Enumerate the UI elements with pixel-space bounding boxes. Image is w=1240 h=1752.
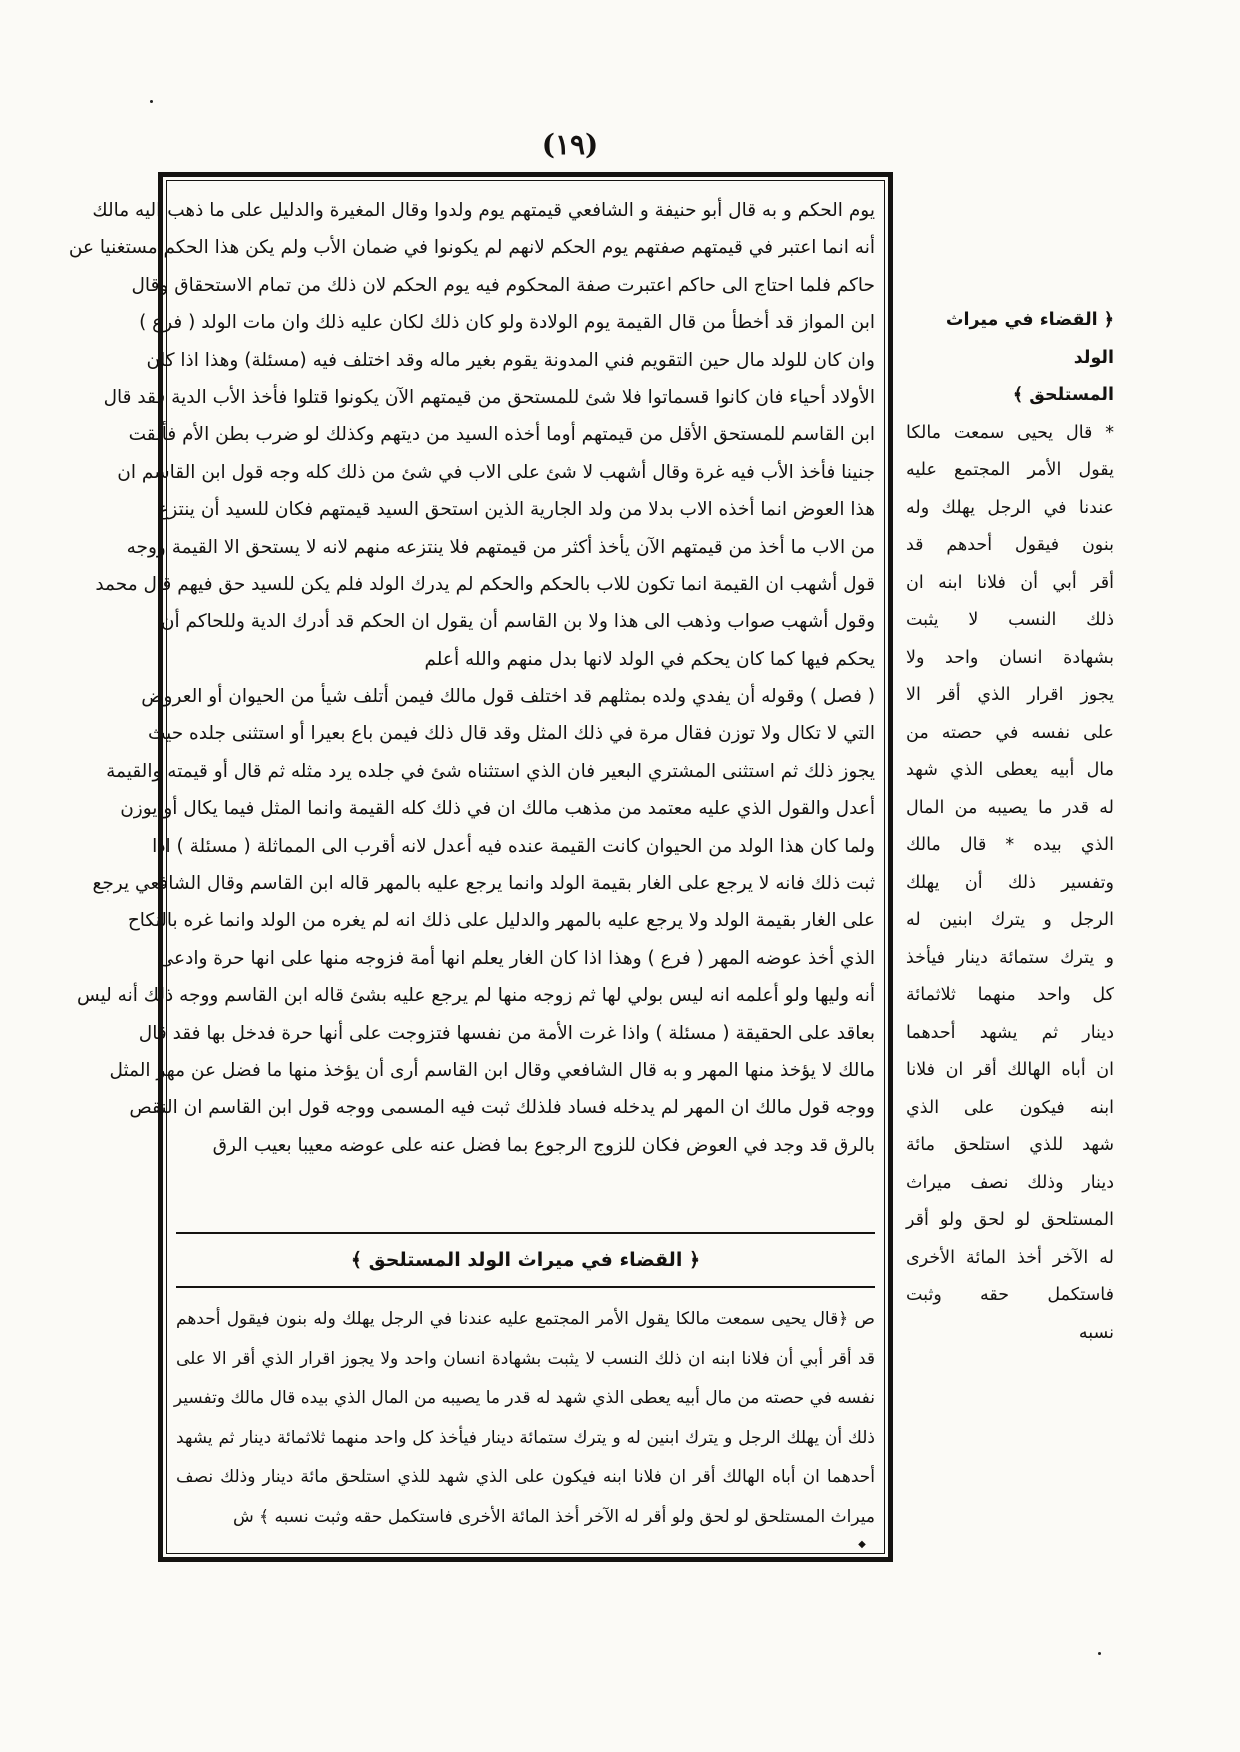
margin-note-line: يجوز اقرار الذي أقر الا [906, 685, 1114, 705]
margin-note-line: شهد للذي استلحق مائة [906, 1135, 1114, 1155]
main-text-line: وان كان للولد مال حين التقويم فني المدونة يقوم بغير ماله وقد اختلف فيه (مسئلة) وهذا اذا كان [146, 349, 875, 371]
margin-note-line: ابنه فيكون على الذي [906, 1097, 1114, 1118]
main-text-line: وقول أشهب صواب وذهب الى هذا ولا بن القاسم أن يقول ان الحكم قد أدرك الدية وللحاكم أن [160, 611, 875, 633]
margin-note-line: بنون فيقول أحدهم قد [906, 535, 1114, 555]
margin-note-line: الرجل و يترك ابنين له [906, 910, 1114, 930]
margin-note-line: و يترك ستمائة دينار فيأخذ [906, 947, 1114, 968]
main-text-line: على الغار بقيمة الولد ولا يرجع عليه بالمهر والدليل على ذلك انه لم يغره من الولد وانما غره بالنكاح [127, 910, 875, 932]
margin-note-line: نسبه [1078, 1322, 1114, 1343]
main-text-line: ولما كان هذا الولد من الحيوان كانت القيمة عنده فيه أعدل لانه أقرب الى المماثلة ( مسئلة ) اذا [152, 835, 875, 857]
main-text-line: ( فصل ) وقوله أن يفدي ولده بمثلهم قد اختلف قول مالك فيمن أتلف شيأ من الحيوان أو العروض [141, 686, 875, 708]
commentary-line: أحدهما ان أباه الهالك أقر ان فلانا ابنه فيكون على الذي شهد للذي استلحق مائة دينار وذلك نصف [176, 1467, 875, 1487]
main-text-line: ابن القاسم للمستحق الأقل من قيمتهم أوما أخذه السيد من ديتهم وكذلك لو ضرب بطن الأم فألقت [128, 424, 875, 446]
margin-note-line: كل واحد منهما ثلاثمائة [906, 985, 1114, 1005]
margin-note-line: له قدر ما يصيبه من المال [906, 797, 1114, 818]
margin-note-line: الذي بيده * قال مالك [906, 835, 1114, 855]
main-text-line: التي لا تكال ولا توزن فقال مرة في ذلك المثل وقد قال ذلك فيمن باع بعيرا أو استثنى جلده حيث [147, 723, 875, 745]
main-text-line: ابن المواز قد أخطأ من قال القيمة يوم الولادة ولو كان ذلك لكان عليه ذلك وان مات الولد ( فرع ) [139, 312, 875, 334]
section-divider-bottom [176, 1286, 875, 1288]
main-text-line: ووجه قول مالك ان المهر لم يدخله فساد فلذلك ثبت فيه المسمى ووجه قول ابن القاسم ان النقص [129, 1097, 875, 1119]
main-text-line: مالك لا يؤخذ منها المهر و به قال الشافعي وقال ابن القاسم أرى أن يؤخذ منها ما فضل عن مهر المثل [109, 1059, 875, 1081]
margin-note-line: يقول الأمر المجتمع عليه [906, 460, 1114, 480]
margin-note-line: بشهادة انسان واحد ولا [906, 647, 1114, 668]
main-text-block [68, 192, 875, 1164]
commentary-line: ميراث المستلحق لو لحق ولو أقر له الآخر أخذ المائة الأخرى فاستكمل حقه وثبت نسبه ﴾ ش [232, 1506, 875, 1527]
margin-note-line: ان أباه الهالك أقر ان فلانا [906, 1060, 1114, 1080]
commentary-line: ص ﴿قال يحيى سمعت مالكا يقول الأمر المجتمع عليه عندنا في الرجل يهلك وله بنون فيقول أحدهم [176, 1309, 875, 1329]
main-text-line: قول أشهب ان القيمة انما تكون للاب بالحكم والحكم لم يدرك الولد فلم يكن للسيد حق فيهم قال محمد [95, 573, 875, 595]
margin-note-line: دينار ثم يشهد أحدهما [906, 1022, 1114, 1043]
main-text-line: أنه وليها ولو أعلمه انه ليس بولي لها ثم زوجه منها لم يرجع عليه بشئ قاله ابن القاسم ووجه ذلك أنه ليس [77, 985, 875, 1007]
margin-note-line: المستلحق لو لحق ولو أقر [906, 1210, 1114, 1230]
commentary-line: نفسه في حصته من مال أبيه يعطى الذي شهد له قدر ما يصيبه من المال الذي بيده قال مالك وتفسير [173, 1388, 875, 1408]
margin-note-line: عندنا في الرجل يهلك وله [906, 497, 1114, 518]
main-text-line: هذا العوض انما أخذه الاب بدلا من ولد الجارية الذين استحق السيد قيمتهم فكان للسيد أن ينتزع [157, 499, 875, 521]
commentary-line: قد أقر أبي أن فلانا ابنه ان ذلك النسب لا يثبت بشهادة انسان واحد ولا يجوز اقرار الذي أقر الا على [176, 1348, 875, 1369]
margin-note-line: له الآخر أخذ المائة الأخرى [906, 1247, 1114, 1268]
margin-note-heading: المستلحق ﴾ [1012, 385, 1114, 405]
margin-note-line: ذلك النسب لا يثبت [906, 610, 1114, 630]
margin-note-line: دينار وذلك نصف ميراث [906, 1172, 1114, 1193]
scan-speck [150, 100, 153, 103]
commentary-block [173, 1300, 875, 1537]
main-text-line: يوم الحكم و به قال أبو حنيفة و الشافعي قيمتهم يوم ولدوا وقال المغيرة والدليل على ما ذهب اليه مالك [92, 200, 875, 221]
margin-note-line: أقر أبي أن فلانا ابنه ان [906, 572, 1114, 593]
section-title: ﴿ القضاء في ميراث الولد المستلحق ﴾ [350, 1249, 701, 1271]
main-text-line: بالرق قد وجد في العوض فكان للزوج الرجوع بما فضل عنه على عوضه معيبا بعيب الرق [212, 1134, 875, 1156]
margin-note [906, 302, 1114, 1352]
section-divider-top [176, 1232, 875, 1234]
margin-note-line: مال أبيه يعطى الذي شهد [906, 760, 1114, 780]
main-text-line: جنينا فأخذ الأب فيه غرة وقال أشهب لا شئ على الاب في شئ من ذلك كله وجه قول ابن القاسم ان [117, 461, 875, 483]
main-text-line: بعاقد على الحقيقة ( مسئلة ) واذا غرت الأمة من نفسها فتزوجت على أنها حرة فدخل بها فقد قال [138, 1022, 875, 1044]
margin-note-line: وتفسير ذلك أن يهلك [906, 872, 1114, 893]
main-text-line: أنه انما اعتبر في قيمتهم صفتهم يوم الحكم لانهم لم يكونوا في ضمان الأب ولم يكن هذا الحكم مستغنيا عن [68, 237, 875, 259]
main-text-line: حاكم فلما احتاج الى حاكم اعتبرت صفة المحكوم فيه يوم الحكم لان ذلك من تمام الاستحقاق وقال [131, 274, 875, 296]
commentary-line: ذلك أن يهلك الرجل و يترك ابنين له و يترك ستمائة دينار فيأخذ كل واحد منهما ثلاثمائة دينار ثم يشهد [176, 1427, 875, 1448]
main-text-line: ثبت ذلك فانه لا يرجع على الغار بقيمة الولد وانما يرجع عليه بالمهر قاله ابن القاسم وقال الشافعي يرجع [92, 873, 875, 895]
main-text-line: يحكم فيها كما كان يحكم في الولد لانها بدل منهم والله أعلم [424, 648, 875, 670]
main-text-line: من الاب ما أخذ من قيمتهم الآن يأخذ أكثر من قيمتهم فلا ينتزعه منهم لانه لا يستحق الا القيمة ووجه [126, 536, 875, 558]
main-text-line: أعدل والقول الذي عليه معتمد من مذهب مالك ان في ذلك كله القيمة وانما المثل فيما يكال أو يوزن [120, 798, 875, 820]
main-text-line: يجوز ذلك ثم استثنى المشتري البعير فان الذي استثناه شئ في جلده يرد مثله ثم قال أو قيمته والقيمة [106, 760, 875, 782]
margin-note-line: * قال يحيى سمعت مالكا [906, 422, 1114, 443]
main-text-line: الأولاد أحياء فان كانوا قسماتوا فلا شئ للمستحق من قيمتهم الآن يكونوا قتلوا فأخذ الأب الدية فقد قال [103, 386, 875, 408]
main-text-line: الذي أخذ عوضه المهر ( فرع ) وهذا اذا كان الغار يعلم انها أمة فزوجه منها على انها حرة وادعى [158, 947, 875, 969]
frame-ornament-icon: ◆ [858, 1539, 866, 1550]
page-number: (١٩) [541, 128, 599, 161]
scan-speck [1098, 1652, 1101, 1655]
margin-note-heading: ﴿ القضاء في ميراث الولد [945, 310, 1114, 368]
margin-note-line: على نفسه في حصته من [906, 722, 1114, 743]
margin-note-line: فاستكمل حقه وثبت [906, 1285, 1114, 1305]
